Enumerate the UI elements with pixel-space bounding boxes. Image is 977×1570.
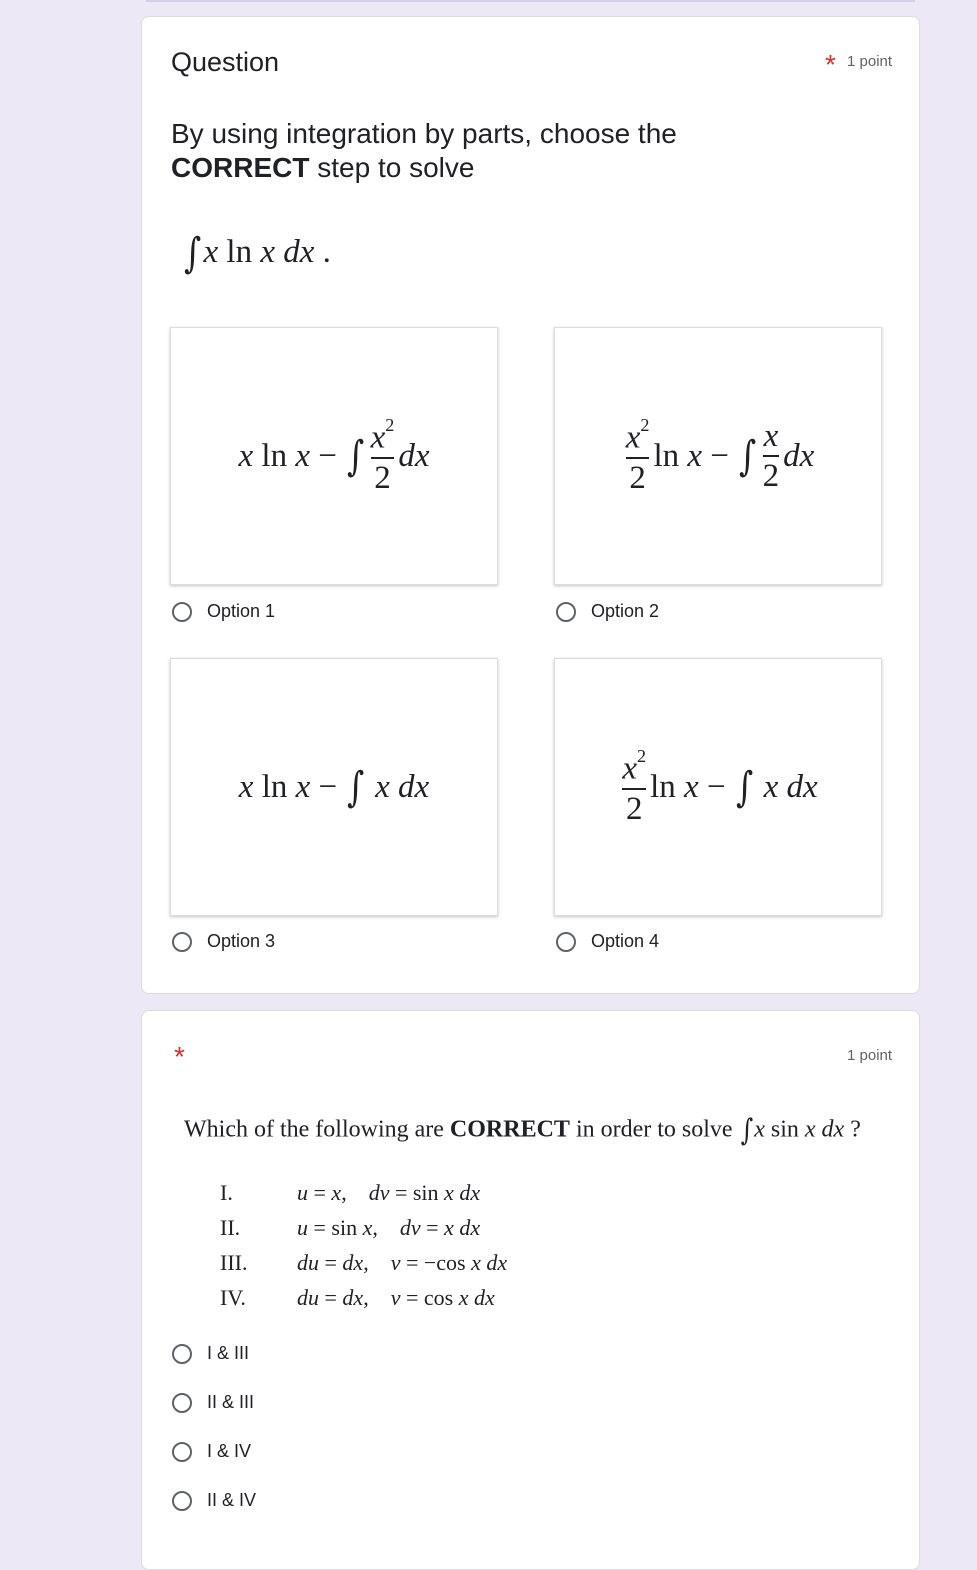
radio-circle[interactable] [172, 1344, 192, 1364]
integral-expression: ∫x ln x dx . [184, 229, 331, 277]
radio-circle[interactable] [556, 932, 576, 952]
statements-list [220, 1175, 507, 1315]
statement-row: IV. du = dx, v = cos x dx [220, 1284, 495, 1310]
required-asterisk: * [174, 1041, 185, 1072]
option-4-radio[interactable] [556, 931, 659, 952]
points-label: 1 point [847, 53, 893, 70]
option-1-radio[interactable] [172, 601, 275, 622]
question-title: Question [171, 47, 280, 77]
option-3-label: Option 3 [207, 931, 276, 951]
description-prefix: By using integration by parts, choose the [171, 118, 677, 149]
choice-2-radio[interactable] [172, 1392, 254, 1413]
question-description [171, 117, 771, 185]
option-4-label: Option 4 [591, 931, 660, 951]
option-4-image: $\frac{x^2}{2}$ ln x − ∫ x dx [554, 658, 882, 916]
option-3-radio[interactable] [172, 931, 275, 952]
description-suffix: step to solve [317, 152, 475, 183]
choice-2-label: II & III [207, 1392, 255, 1412]
header-strip [146, 0, 915, 2]
choice-3-radio[interactable] [172, 1441, 251, 1462]
choice-4-label: II & IV [207, 1490, 257, 1510]
choice-1-radio[interactable] [172, 1343, 249, 1364]
statement-row: I. u = x, dv = sin x dx [220, 1179, 481, 1205]
question-card-1 [141, 16, 920, 994]
radio-circle[interactable] [172, 932, 192, 952]
statement-row: III. du = dx, v = −cos x dx [220, 1249, 508, 1275]
radio-circle[interactable] [172, 1491, 192, 1511]
radio-circle[interactable] [172, 1442, 192, 1462]
prompt-prefix: Which of the following are [184, 1116, 444, 1143]
option-3-image: x ln x − ∫ x dx [170, 658, 498, 916]
choice-1-label: I & III [207, 1343, 250, 1363]
choice-3-label: I & IV [207, 1441, 252, 1461]
question-prompt: Which of the following are CORRECT in order to solve ∫x sin x dx ? [184, 1113, 861, 1148]
option-2-radio[interactable] [556, 601, 659, 622]
radio-circle[interactable] [172, 602, 192, 622]
option-1-image: x ln x − ∫ $\frac{x^2}{2}$ dx [170, 327, 498, 585]
radio-circle[interactable] [172, 1393, 192, 1413]
points-label: 1 point [847, 1047, 893, 1064]
required-asterisk: * [825, 49, 836, 80]
choice-4-radio[interactable] [172, 1490, 256, 1511]
statement-row: II. u = sin x, dv = x dx [220, 1214, 481, 1240]
option-2-label: Option 2 [591, 601, 660, 621]
prompt-suffix: in order to solve [575, 1116, 733, 1143]
description-bold: CORRECT [171, 152, 310, 183]
option-1-label: Option 1 [207, 601, 276, 621]
question-card-2 [141, 1010, 920, 1570]
radio-circle[interactable] [556, 602, 576, 622]
option-2-image: $\frac{x^2}{2}$ ln x − ∫ $\frac{x}{2}$ dx [554, 327, 882, 585]
prompt-bold: CORRECT [449, 1116, 570, 1143]
